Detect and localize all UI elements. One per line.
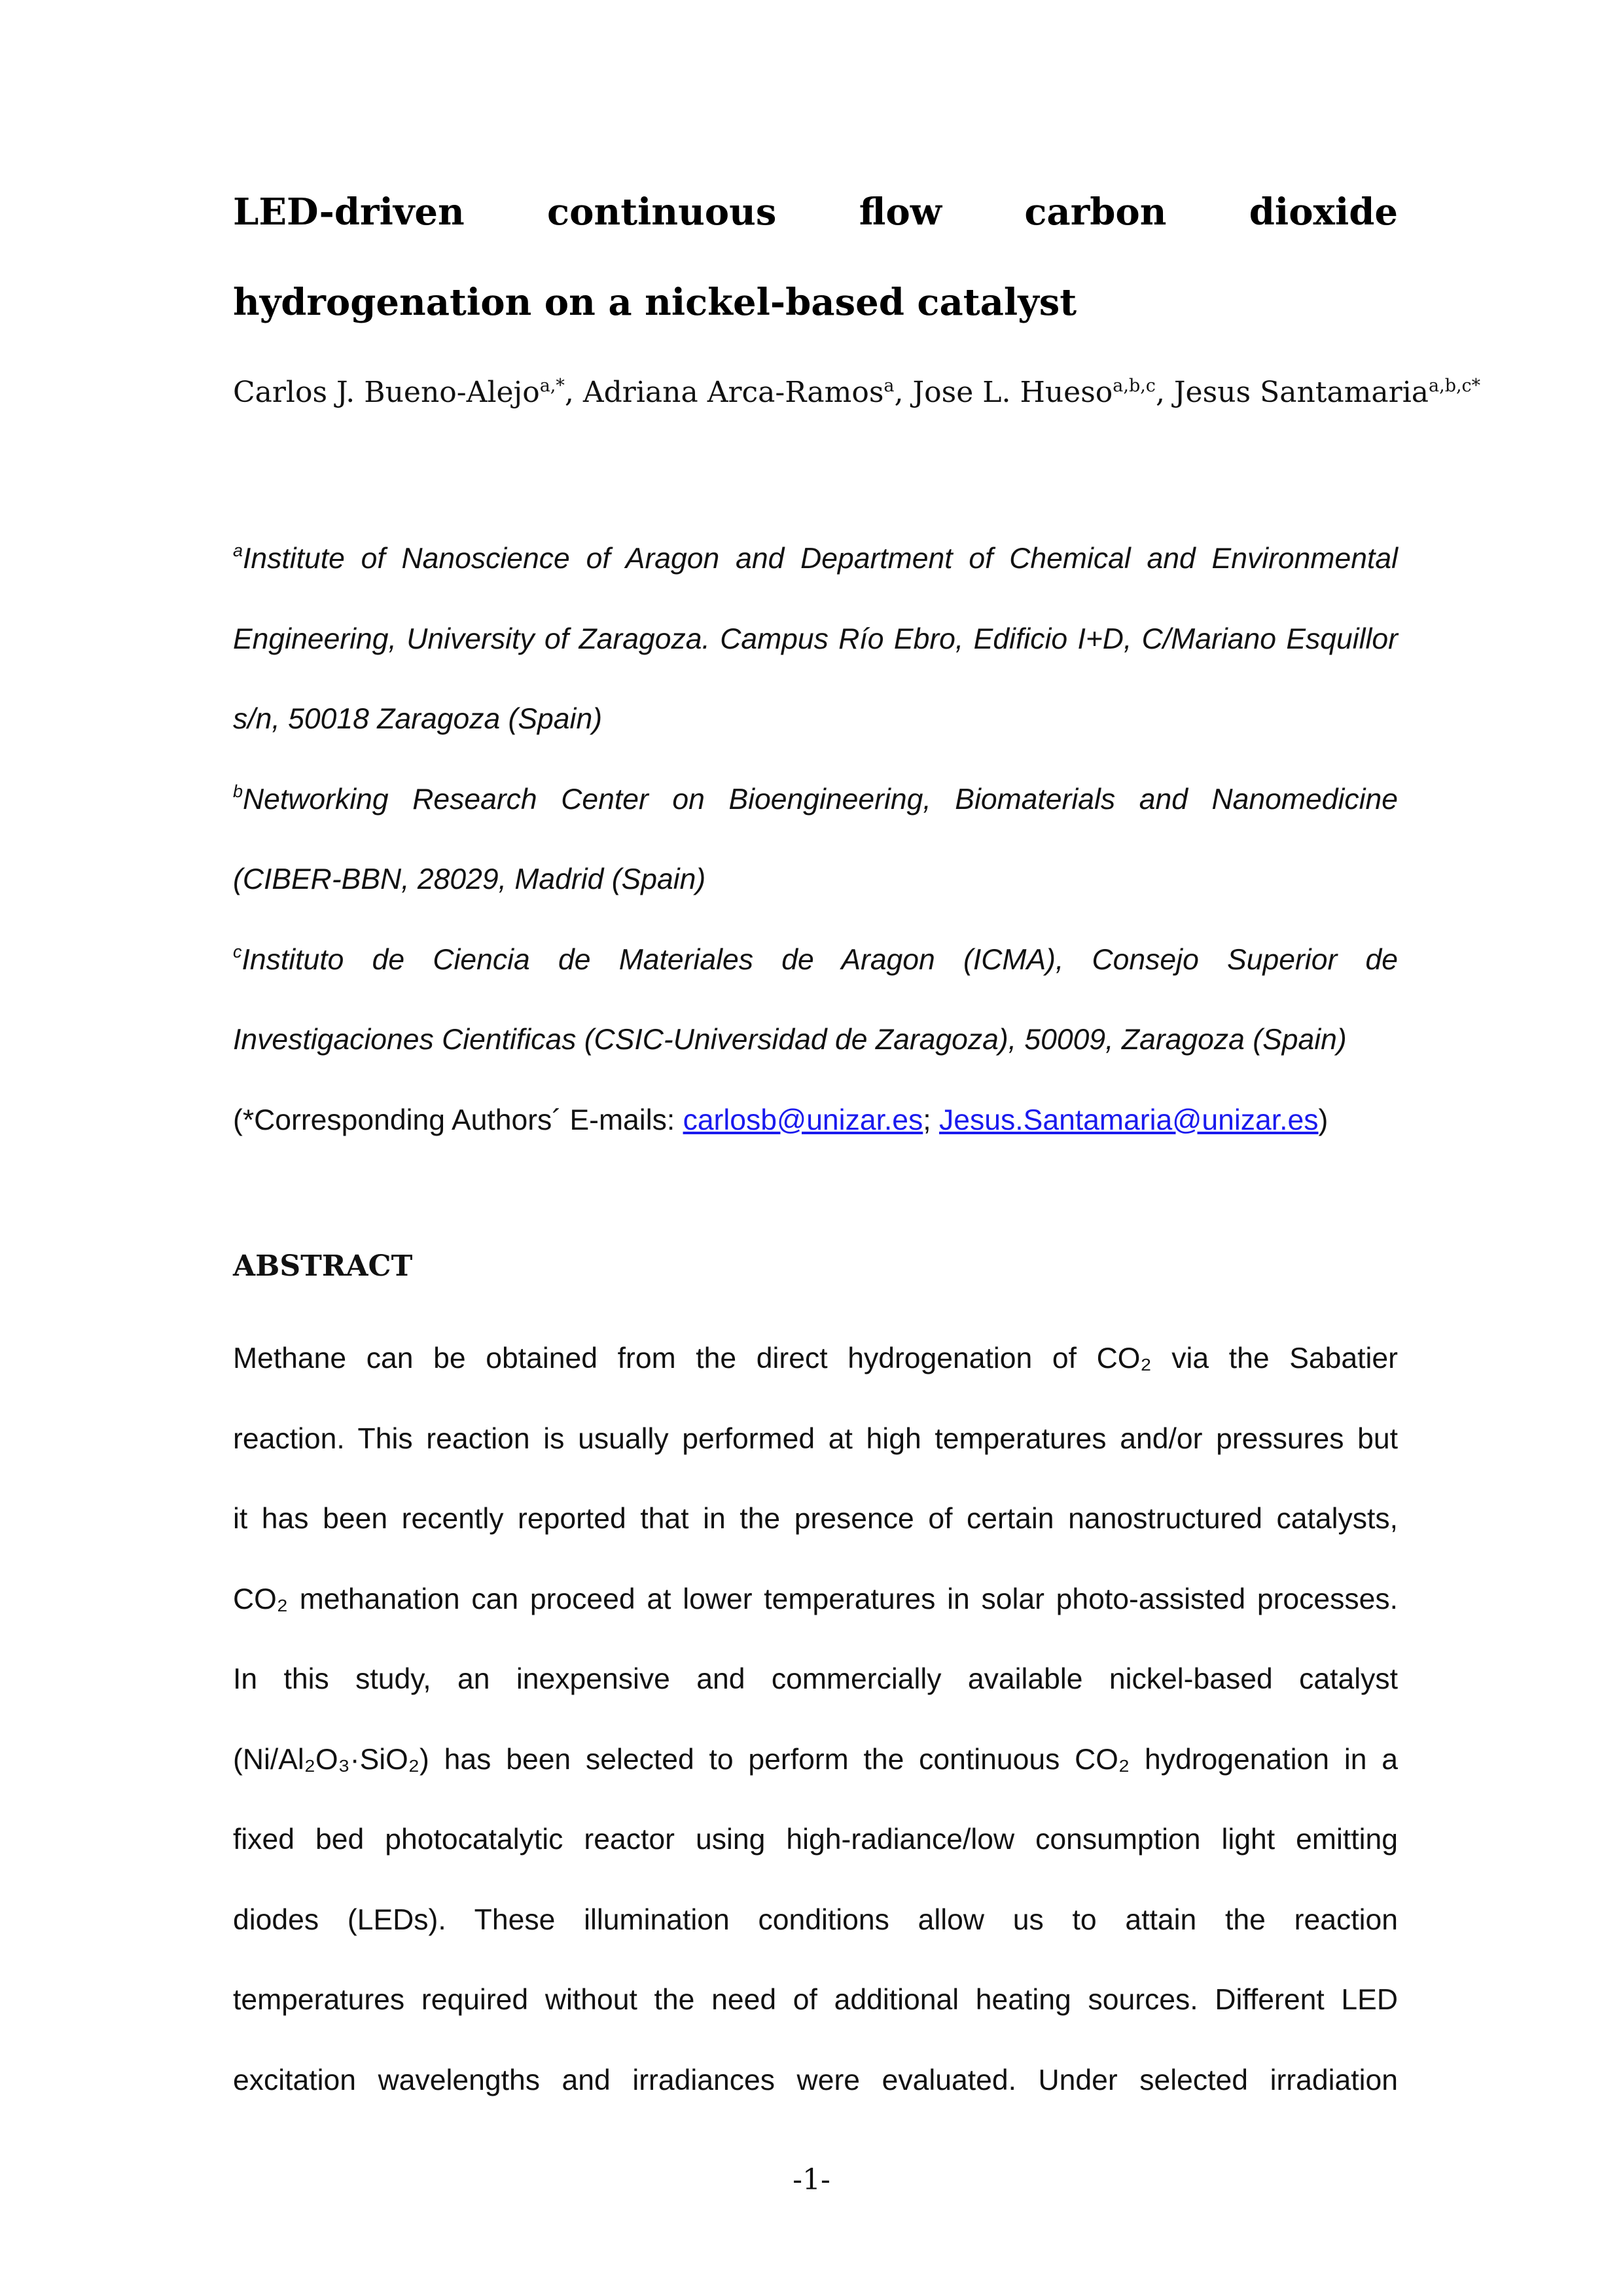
author-affiliation-mark: a,b,c*	[1429, 376, 1481, 396]
abstract-line: In this study, an inexpensive and commercially available nickel-based catalyst	[233, 1663, 1398, 1695]
abstract-line: (Ni/Al₂O₃·SiO₂) has been selected to perform the continuous CO₂ hydrogenation in a	[233, 1743, 1398, 1776]
author-separator: ,	[564, 376, 583, 409]
author-name: Carlos J. Bueno-Alejo	[233, 376, 540, 409]
affiliations	[233, 519, 1398, 1160]
author-separator: ,	[1155, 376, 1174, 409]
email-link-bueno[interactable]: carlosb@unizar.es	[683, 1103, 923, 1136]
author-name: Jose L. Hueso	[912, 376, 1113, 409]
abstract-line: it has been recently reported that in the presence of certain nanostructured catalysts,	[233, 1503, 1398, 1535]
author-affiliation-mark: a,b,c	[1113, 376, 1156, 396]
correspondence-prefix: (*Corresponding Authors´ E-mails:	[233, 1103, 683, 1136]
author-name: Jesus Santamaria	[1173, 376, 1429, 409]
abstract-body	[233, 1319, 1398, 2121]
affiliation-mark: c	[233, 941, 242, 961]
email-link-santamaria[interactable]: Jesus.Santamaria@unizar.es	[939, 1103, 1319, 1136]
affiliation-c	[233, 920, 1398, 1081]
affiliation-b	[233, 760, 1398, 920]
abstract-line: diodes (LEDs). These illumination conditions allow us to attain the reaction	[233, 1903, 1398, 1936]
author-name: Adriana Arca-Ramos	[582, 376, 884, 409]
abstract-line: CO₂ methanation can proceed at lower temperatures in solar photo-assisted processes.	[233, 1583, 1398, 1615]
correspondence-line	[233, 1081, 1398, 1161]
author-list	[233, 363, 1481, 422]
correspondence-suffix: )	[1318, 1103, 1329, 1136]
abstract-heading: ABSTRACT	[233, 1249, 413, 1283]
author-affiliation-mark: a	[883, 376, 895, 396]
paper-title: LED-driven continuous flow carbon dioxide hydrogenation on a nickel-based catalyst	[233, 190, 1398, 324]
abstract-line: fixed bed photocatalytic reactor using high-radiance/low consumption light emitting	[233, 1823, 1398, 1856]
abstract-line: Methane can be obtained from the direct hydrogenation of CO₂ via the Sabatier	[233, 1342, 1398, 1374]
affiliation-text: Networking Research Center on Bioengineering, Biomaterials and Nanomedicine (CIBER-BBN, 28029, Madrid (Spain)	[233, 783, 1398, 895]
email-separator: ;	[923, 1103, 940, 1136]
abstract-line: excitation wavelengths and irradiances were evaluated. Under selected irradiation	[233, 2064, 1398, 2096]
affiliation-text: Institute of Nanoscience of Aragon and Department of Chemical and Environmental Engineering, University of Zaragoza. Campus Río Ebro, Edificio I+D, C/Mariano Esquillor s/n, 50018 Zaragoza (Spain)	[233, 543, 1398, 735]
abstract-line: temperatures required without the need of additional heating sources. Different LED	[233, 1984, 1398, 2016]
affiliation-mark: b	[233, 781, 243, 801]
affiliation-text: Instituto de Ciencia de Materiales de Aragon (ICMA), Consejo Superior de Investigaciones Cientificas (CSIC-Universidad de Zaragoza), 50009, Zaragoza (Spain)	[233, 943, 1398, 1056]
abstract-line: reaction. This reaction is usually performed at high temperatures and/or pressures but	[233, 1422, 1398, 1455]
author-affiliation-mark: a,*	[539, 376, 565, 396]
author-separator: ,	[894, 376, 913, 409]
affiliation-a	[233, 519, 1398, 760]
page-number: -1-	[793, 2163, 830, 2197]
affiliation-mark: a	[233, 541, 243, 560]
